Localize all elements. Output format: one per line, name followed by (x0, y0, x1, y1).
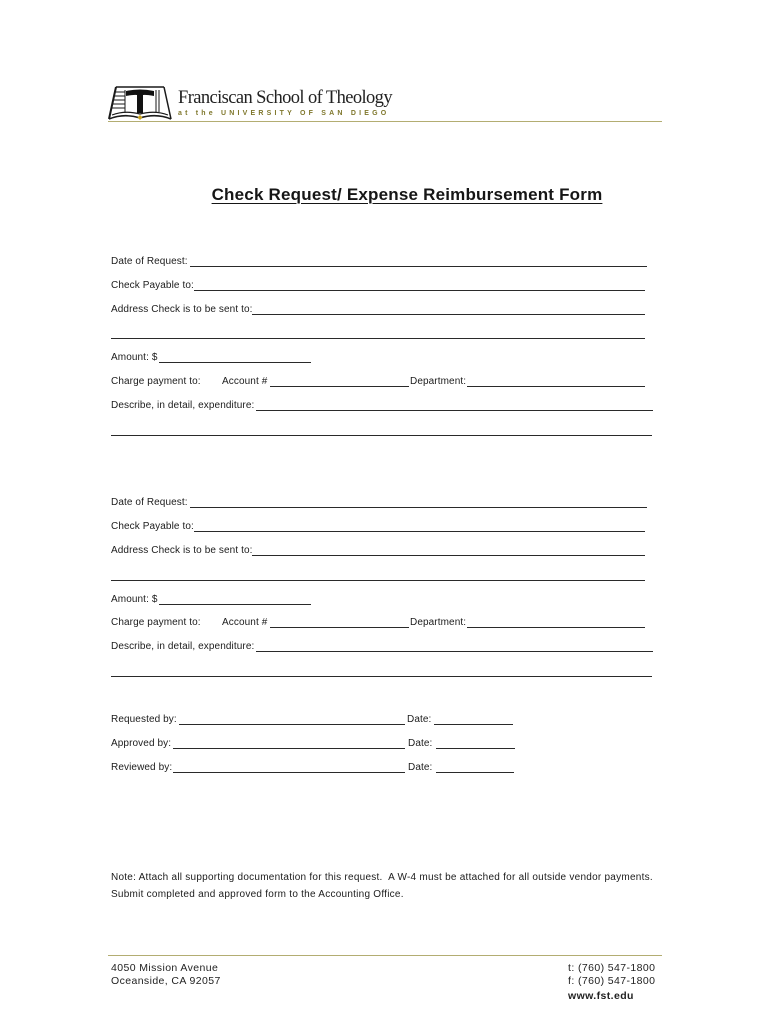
address-line-2-field[interactable] (111, 569, 645, 581)
amount-row (0, 351, 770, 365)
footer-fax: f: (760) 547-1800 (568, 975, 656, 987)
address-line-2-field[interactable] (111, 327, 645, 339)
requested-date-label: Date: (407, 714, 432, 725)
check-payable-field[interactable] (194, 279, 645, 291)
header-divider (108, 121, 662, 122)
date-of-request-row (0, 255, 770, 269)
address-label: Address Check is to be sent to: (111, 545, 253, 556)
describe-line-2-field[interactable] (111, 665, 652, 677)
submit-instructions: Submit completed and approved form to the Accounting Office. (111, 889, 404, 900)
footer-address-line-1: 4050 Mission Avenue (111, 962, 219, 974)
footer-phone: t: (760) 547-1800 (568, 962, 656, 974)
date-of-request-field[interactable] (190, 255, 647, 267)
school-tagline: at the UNIVERSITY OF SAN DIEGO (178, 110, 390, 117)
check-payable-row (0, 279, 770, 293)
footer-address-line-2: Oceanside, CA 92057 (111, 975, 221, 987)
describe-continuation-row (0, 424, 770, 438)
requested-by-label: Requested by: (111, 714, 177, 725)
describe-label: Describe, in detail, expenditure: (111, 400, 255, 411)
date-of-request-label: Date of Request: (111, 256, 188, 267)
open-book-tau-cross-logo-icon (106, 82, 174, 122)
address-field[interactable] (252, 303, 645, 315)
account-label: Account # (222, 376, 268, 387)
address-continuation-row (0, 327, 770, 341)
address-continuation-row (0, 569, 770, 583)
check-payable-label: Check Payable to: (111, 280, 194, 291)
approved-by-row (0, 737, 770, 751)
address-label: Address Check is to be sent to: (111, 304, 253, 315)
describe-row (0, 640, 770, 654)
charge-payment-row (0, 616, 770, 630)
department-field[interactable] (467, 616, 645, 628)
check-payable-label: Check Payable to: (111, 521, 194, 532)
describe-continuation-row (0, 665, 770, 679)
charge-payment-row (0, 375, 770, 389)
date-of-request-field[interactable] (190, 496, 647, 508)
school-name: Franciscan School of Theology (178, 88, 392, 108)
charge-payment-label: Charge payment to: (111, 376, 201, 387)
account-label: Account # (222, 617, 268, 628)
amount-row (0, 593, 770, 607)
reviewed-by-row (0, 761, 770, 775)
describe-line-2-field[interactable] (111, 424, 652, 436)
charge-payment-label: Charge payment to: (111, 617, 201, 628)
amount-label: Amount: $ (111, 594, 158, 605)
note-text: Note: Attach all supporting documentation for this request. A W-4 must be attached for all outside vendor payments. (111, 872, 653, 883)
describe-row (0, 399, 770, 413)
amount-label: Amount: $ (111, 352, 158, 363)
school-logo (106, 82, 174, 122)
reviewed-by-field[interactable] (173, 761, 405, 773)
check-payable-row (0, 520, 770, 534)
account-field[interactable] (270, 375, 409, 387)
department-label: Department: (410, 617, 467, 628)
requested-by-field[interactable] (179, 713, 405, 725)
address-row (0, 303, 770, 317)
amount-field[interactable] (159, 351, 311, 363)
department-label: Department: (410, 376, 467, 387)
amount-field[interactable] (159, 593, 311, 605)
reviewed-date-field[interactable] (436, 761, 514, 773)
requested-date-field[interactable] (434, 713, 513, 725)
date-of-request-label: Date of Request: (111, 497, 188, 508)
account-field[interactable] (270, 616, 409, 628)
department-field[interactable] (467, 375, 645, 387)
check-payable-field[interactable] (194, 520, 645, 532)
footer-website: www.fst.edu (568, 990, 634, 1002)
describe-field[interactable] (256, 640, 653, 652)
approved-date-label: Date: (408, 738, 433, 749)
approved-by-label: Approved by: (111, 738, 172, 749)
describe-field[interactable] (256, 399, 653, 411)
approved-date-field[interactable] (436, 737, 515, 749)
approved-by-field[interactable] (173, 737, 405, 749)
requested-by-row (0, 713, 770, 727)
reviewed-date-label: Date: (408, 762, 433, 773)
address-field[interactable] (252, 544, 645, 556)
footer-divider (108, 955, 662, 956)
date-of-request-row (0, 496, 770, 510)
reviewed-by-label: Reviewed by: (111, 762, 173, 773)
describe-label: Describe, in detail, expenditure: (111, 641, 255, 652)
form-title: Check Request/ Expense Reimbursement Form (211, 185, 603, 204)
address-row (0, 544, 770, 558)
